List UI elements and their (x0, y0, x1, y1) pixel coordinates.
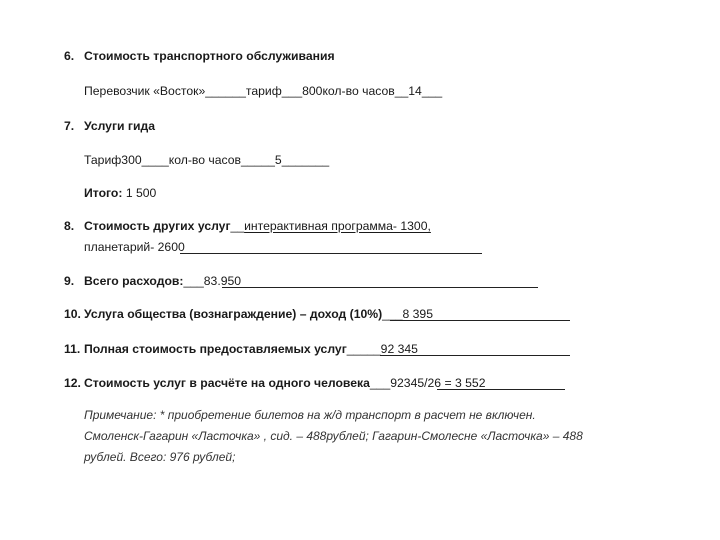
item-8-title: Стоимость других услуг (84, 219, 231, 233)
guide-hours-value: 5 (274, 153, 282, 167)
guide-total-value: 1 500 (125, 186, 157, 200)
item-6-number: 6. (64, 49, 75, 63)
item-8-number: 8. (64, 219, 75, 233)
guide-tariff-value: 300 (121, 153, 142, 167)
item-7-detail: Тариф300____кол-во часов_____5_______ (84, 153, 330, 167)
item-12-heading: 12. Стоимость услуг в расчёте на одного человека___92345/26 = 3 552 (64, 376, 486, 390)
item-10-number: 10. (64, 307, 81, 321)
item-10-title: Услуга общества (вознаграждение) – доход (10%) (84, 307, 383, 321)
other-services-line1: интерактивная программа- 1300, (244, 219, 431, 233)
fee-value: 8 395 (402, 307, 433, 321)
expenses-value: 83.950 (203, 274, 242, 288)
note-line-3: рублей. Всего: 976 рублей; (84, 450, 236, 464)
guide-total-label: Итого: (84, 186, 123, 200)
item-9-number: 9. (64, 274, 75, 288)
underline-rule (180, 253, 482, 254)
item-11-heading: 11. Полная стоимость предоставляемых услуг_____92 345 (64, 342, 418, 356)
item-12-number: 12. (64, 376, 81, 390)
tariff-label: тариф (245, 84, 282, 98)
guide-hours-label: кол-во часов (168, 153, 242, 167)
item-9-heading: 9. Всего расходов:___83.950 (64, 274, 242, 288)
item-6-title: Стоимость транспортного обслуживания (84, 49, 335, 63)
note-line-1: Примечание: * приобретение билетов на ж/д транспорт в расчет не включен. (84, 408, 536, 422)
underline-rule (390, 320, 570, 321)
carrier-label: Перевозчик «Восток» (84, 84, 206, 98)
item-8-heading: 8. Стоимость других услуг__интерактивная программа- 1300, (64, 219, 431, 233)
hours-label: кол-во часов (322, 84, 395, 98)
note-line-2: Смоленск-Гагарин «Ласточка» , сид. – 488рублей; Гагарин-Смолесне «Ласточка» – 488 (84, 429, 583, 443)
item-11-number: 11. (64, 342, 81, 356)
per-person-value: 92345/26 = 3 552 (390, 376, 486, 390)
underline-rule (222, 287, 538, 288)
full-cost-value: 92 345 (380, 342, 418, 356)
hours-value: 14 (408, 84, 422, 98)
underline-rule (437, 389, 565, 390)
item-6-detail: Перевозчик «Восток»______тариф___800кол-во часов__14___ (84, 84, 443, 98)
tariff-value: 800 (302, 84, 323, 98)
item-9-title: Всего расходов: (84, 274, 184, 288)
underline-rule (380, 355, 570, 356)
item-7-heading (64, 119, 155, 134)
item-7-title: Услуги гида (84, 119, 155, 133)
guide-total (84, 186, 156, 201)
item-10-heading: 10. Услуга общества (вознаграждение) – доход (10%)___8 395 (64, 307, 433, 321)
guide-tariff-label: Тариф (84, 153, 122, 167)
item-6-heading (64, 49, 335, 64)
item-11-title: Полная стоимость предоставляемых услуг (84, 342, 347, 356)
item-12-title: Стоимость услуг в расчёте на одного человека (84, 376, 370, 390)
other-services-line2: планетарий- 2600 (84, 240, 185, 254)
item-7-number: 7. (64, 119, 75, 133)
